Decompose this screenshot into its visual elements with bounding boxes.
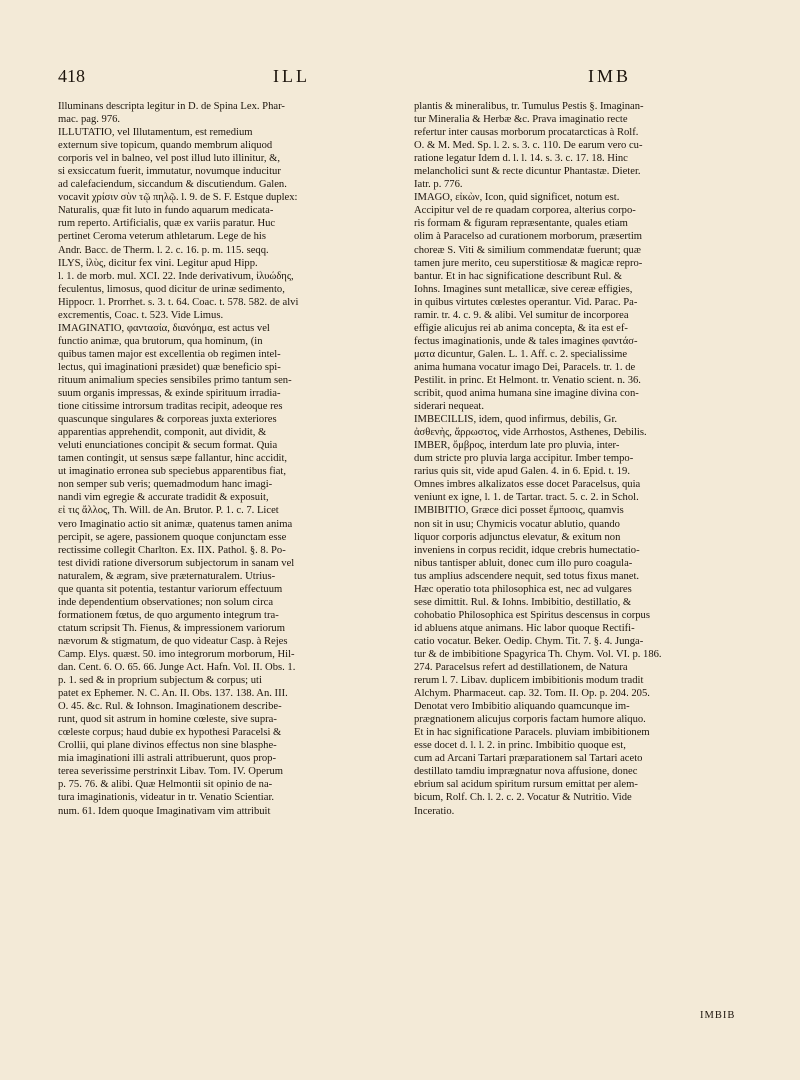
left-column-text: Illuminans descripta legitur in D. de Spina Lex. Phar- mac. pag. 976. ILLUTATIO, vel Illutamentum, est remedium externum sive topicum, quando membrum aliquod corporis vel in balneo, vel post illud luto illinitur, &, si exsiccatum fuerit, immutatur, novumque inducitur ad calefaciendum, siccandum & discutiendum. Galen. vocavit χρίσιν σὺν τῷ πηλῷ. l. 9. de S. F. Estque duplex: Naturalis, quæ fit luto in fundo aquarum medicata- rum reperto. Artificialis, quæ ex variis paratur. Huc pertinet Ceroma veterum athletarum. Lege de his Andr. Bacc. de Therm. l. 2. c. 16. p. m. 115. seqq. ILYS, ἰλὺς, dicitur fex vini. Legitur apud Hipp. l. 1. de morb. mul. XCI. 22. Inde derivativum, ἰλυώδης, feculentus, limosus, quod dicitur de urinæ sedimento, Hippocr. 1. Prorrhet. s. 3. t. 64. Coac. t. 578. 582. de alvi excrementis, Coac. t. 523. Vide Limus. IMAGINATIO, φαντασία, διανόημα, est actus vel functio animæ, qua brutorum, qua hominum, (in quibus tamen major est excellentia ob regimen intel- lectus, qui imaginationi præsidet) quæ beneficio spi- rituum animalium species sensibiles primo tantum sen- suum organis impressas, & exinde spirituum irradia- tione citissime introrsum traditas recipit, adeoque res quascunque singulares & corporeas juxta exteriores apparentias apprehendit, componit, aut dividit, & veluti enunciationes concipit & secum format. Quia tamen contingit, ut sensus sæpe fallantur, hinc accidit, ut imaginatio erronea sub speciebus apparentibus fiat, non semper sub veris; quemadmodum hanc imagi- nandi vim egregie & accurate tradidit & exposuit, εἰ τις ἄλλος, Th. Will. de An. Brutor. P. 1. c. 7. Licet vero Imaginatio actio sit animæ, quatenus tamen anima percipit, se agere, passionem quoque conjunctam esse rectissime collegit Charlton. Ex. IIX. Pathol. §. 8. Po- test dividi ratione diversorum subjectorum in sanam vel naturalem, & ægram, sive præternaturalem. Utrius- que quanta sit potentia, testantur variorum effectuum inde dependentium observationes; non solum circa formationem fœtus, de quo argumento integrum tra- ctatum scripsit Th. Fienus, & impressionem variorum nævorum & stigmatum, de quo videatur Casp. à Rejes Camp. Elys. quæst. 50. imo integrorum morborum, Hil- dan. Cent. 6. O. 65. 66. Junge Act. Hafn. Vol. II. Obs. 1. p. 1. sed & in proprium subjectum & corpus; uti patet ex Ephemer. N. C. An. II. Obs. 137. 138. An. III. O. 45. &c. Rul. & Iohnson. Imaginationem describe- runt, quod sit astrum in homine cœleste, sive supra- cœleste corpus; haud dubie ex hypothesi Paracelsi & Crollii, qui plane divinos effectus non sine blasphe- mia imaginationi illi astrali attribuerunt, quos prop- terea severissime perstrinxit Libav. Tom. IV. Operum p. 75. 76. & alibi. Quæ Helmontii sit opinio de na- tura imaginationis, videatur in tr. Venatio Scientiar. num. 61. Idem quoque Imaginativam vim attribuit	[58, 101, 299, 817]
running-head-right: IMB	[588, 66, 632, 86]
catchword: IMBIB	[700, 1010, 736, 1021]
right-column-text: plantis & mineralibus, tr. Tumulus Pestis §. Imaginan- tur Mineralia & Herbæ &c. Prava imaginatio recte refertur inter causas morborum procatarcticas à Rolf. O. & M. Med. Sp. l. 2. s. 3. c. 110. De earum vero cu- ratione legatur Idem d. l. l. 14. s. 3. c. 17. 18. Hinc melancholici sunt & recte dicuntur Phantastæ. Dieter. Iatr. p. 776. IMAGO, εἰκὼν, Icon, quid significet, notum est. Accipitur vel de re quadam corporea, alterius corpo- ris formam & figuram repræsentante, quales etiam olim à Paracelso ad curationem morborum, præsertim choreæ S. Viti & similium commendatæ fuerunt; quæ tamen jure merito, ceu superstitiosæ & magicæ repro- bantur. Et in hac significatione describunt Rul. & Iohns. Imagines sunt metallicæ, sive cereæ effigies, in quibus virtutes cœlestes operantur. Vid. Parac. Pa- ramir. tr. 4. c. 9. & alibi. Vel sumitur de incorporea effigie alicujus rei ab anima concepta, & ita est ef- fectus imaginationis, unde & tales imagines φαντάσ- ματα dicuntur, Galen. L. 1. Aff. c. 2. specialissime anima humana vocatur imago Dei, Paracels. tr. 1. de Pestilit. in princ. Et Helmont. tr. Venatio scient. n. 36. scribit, quod anima humana sine imagine divina con- siderari nequeat. IMBECILLIS, idem, quod infirmus, debilis, Gr. ἀσθενὴς, ἄρρωστος, vide Arrhostos, Asthenes, Debilis. IMBER, ὄμβρος, interdum late pro pluvia, inter- dum stricte pro pluvia larga accipitur. Imber tempo- rarius quis sit, vide apud Galen. 4. in 6. Epid. t. 19. Omnes imbres alkalizatos esse docet Paracelsus, quia veniunt ex igne, l. 1. de Tartar. tract. 5. c. 2. in Schol. IMBIBITIO, Græce dici posset ἔμποσις, quamvis non sit in usu; Chymicis vocatur ablutio, quando liquor corporis adjunctus elevatur, & exitum non inveniens in corpus recidit, idque crebris humectatio- nibus tantisper abluit, donec cum illo puro coagula- tus amplius adscendere nequit, sed totus fixus manet. Hæc operatio tota philosophica est, nec ad vulgares sese dimittit. Rul. & Iohns. Imbibitio, destillatio, & cohobatio Philosophica est Spiritus descensus in corpus id abluens atque animans. Hic labor quoque Rectifi- catio vocatur. Beker. Oedip. Chym. Tit. 7. §. 4. Junga- tur & de imbibitione Spagyrica Th. Chym. Vol. VI. p. 186. 274. Paracelsus refert ad destillationem, de Natura rerum l. 7. Libav. duplicem imbibitionis modum tradit Alchym. Pharmaceut. cap. 32. Tom. II. Op. p. 204. 205. Denotat vero Imbibitio aliquando quamcunque im- prægnationem alicujus corporis factam humore aliquo. Et in hac significatione Paracels. pluviam imbibitionem esse docet d. l. l. 2. in princ. Imbibitio quoque est, cum ad Arcani Tartari præparationem sal Tartari aceto destillato tamdiu imprægnatur nova affusione, donec ebrium sal acidum spiritum rursum emittat per alem- bicum, Rolf. Ch. l. 2. c. 2. Vocatur & Nutritio. Vide Inceratio.	[414, 101, 662, 817]
page-number: 418	[58, 66, 85, 86]
running-header	[58, 66, 756, 92]
running-head-left: ILL	[273, 66, 310, 86]
